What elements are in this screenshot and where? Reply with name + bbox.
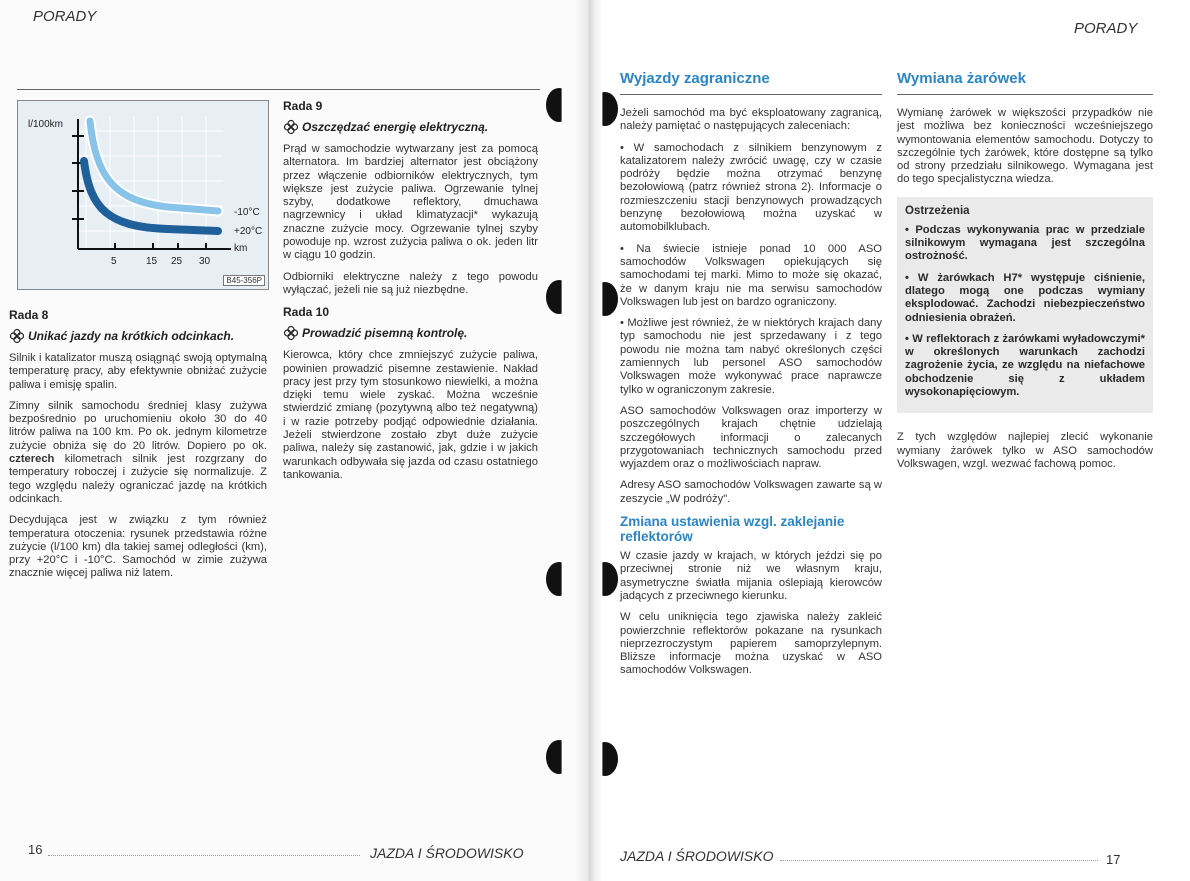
rada10-tip-text: Prowadzić pisemną kontrolę. — [302, 326, 468, 341]
headlights-paragraph-2: W celu uniknięcia tego zjawiska należy zakleić powierzchnie reflektorów pokazane na rysunkach nieprzezroczystym papierem samoprzylepnym. Bliższe informacje można uzyskać w ASO samochodów Volkswagen. — [620, 611, 882, 677]
right-page-number: 17 — [1106, 852, 1121, 867]
abroad-paragraph-2: ASO samochodów Volkswagen oraz importerzy w poszczególnych krajach chętnie udzielają szczegółowych informacji o zalecanych przygotowaniach technicznych samochodu przed wyjazdem oraz o możliwościach napraw. — [620, 404, 882, 471]
rada9-paragraph-2: Odbiorniki elektryczne należy z tego powodu wyłączać, jeżeli nie są już niezbędne. — [283, 270, 538, 296]
right-footer-dots — [780, 860, 1098, 861]
headlights-heading: Zmiana ustawienia wzgl. zaklejanie reflektorów — [620, 514, 845, 545]
warning-2: • W żarówkach H7* występuje ciśnienie, dlatego mogą one podczas wymiany eksplodować. Zachodzi niebezpieczeństwo odniesienia obrażeń. — [905, 272, 1145, 325]
warning-3: • W reflektorach z żarówkami wyładowczymi* w określonych warunkach zachodzi zagrożenie życia, ze względu na niefachowe obchodzenie się z układem wysokonapięciowym. — [905, 333, 1145, 399]
bulbs-paragraph-1: Wymianę żarówek w większości przypadków nie jest możliwa bez konieczności wcześniejszego wymontowania elementów samochodu. Dotyczy to szczególnie tych żarówek, które dostępne są tylko od strony przedziału silnikowego. Wymagana jest do tego specjalistyczna wiedza. — [897, 107, 1153, 186]
right-column-2 — [897, 70, 1153, 479]
book-gutter — [575, 0, 603, 881]
left-column-1 — [9, 308, 267, 589]
rada9-tip — [283, 119, 538, 135]
rada10-title: Rada 10 — [283, 305, 330, 320]
left-page-number: 16 — [28, 842, 43, 857]
consumption-figure — [17, 100, 269, 290]
headlights-paragraph-1: W czasie jazdy w krajach, w których jeździ się po przeciwnej stronie niż we własnym kraju, asymetryczne światła mijania oślepiają kierowców jadących z przeciwnego kierunku. — [620, 550, 882, 602]
x-tick-label-30: 30 — [199, 256, 211, 267]
left-footer-title: JAZDA I ŚRODOWISKO — [370, 845, 524, 861]
left-footer-dots — [48, 855, 360, 856]
legend-minus10: -10°C — [234, 207, 260, 218]
abroad-paragraph-3: Adresy ASO samochodów Volkswagen zawarte są w zeszycie „W podróży". — [620, 479, 882, 505]
bulbs-heading: Wymiana żarówek — [897, 70, 1026, 87]
abroad-bullet-1: • W samochodach z silnikiem benzynowym z katalizatorem należy zwrócić uwagę, czy w czasie podróży będzie można otrzymać benzynę bezołowiową (patrz również strona 2). Informacje o rozmieszczeniu stacji benzynowych prowadzących benzynę bezołowiową można uzyskać w automobilklubach. — [620, 142, 882, 235]
abroad-bullet-3: • Możliwe jest również, że w niektórych krajach dany typ samochodu nie jest sprzedawany i z tego powodu nie można tam nabyć określonych części zamiennych lub personel ASO samochodów Volkswagen może wykonywać prace naprawcze tylko w ograniczonym zakresie. — [620, 317, 882, 397]
legend-plus20: +20°C — [234, 226, 263, 237]
rada9-title: Rada 9 — [283, 99, 323, 113]
warning-1: • Podczas wykonywania prac w przedziale silnikowym wymagana jest szczególna ostrożność. — [905, 224, 1145, 264]
rada9-paragraph-1: Prąd w samochodzie wytwarzany jest za pomocą alternatora. Im bardziej alternator jest obciążony przez włączenie odbiorników elektrycznych, tym większe jest zużycie paliwa. Ogrzewanie tylnej szyby, dodatkowe reflektory, dmuchawa nagrzewnicy i układ klimatyzacji* wykazują znaczne zużycie mocy. Ogrzewanie tylnej szyby powoduje np. wzrost zużycia paliwa o ok. jeden litr w ciągu 10 godzin. — [283, 143, 538, 262]
right-header: PORADY — [1074, 20, 1138, 37]
left-header: PORADY — [33, 8, 97, 25]
x-tick-label-15: 15 — [146, 256, 158, 267]
clover-tip-icon — [283, 325, 299, 341]
clover-tip-icon — [9, 328, 25, 344]
x-tick-label-25: 25 — [171, 256, 183, 267]
series-line-minus10 — [90, 121, 218, 211]
rada10-paragraph-1: Kierowca, który chce zmniejszyć zużycie paliwa, powinien prowadzić pisemne zestawienie. Nakład pracy jest przy tym stosunkowo niewielki, a można dzięki temu wiele zyskać. Można wcześnie stwierdzić zmianę (pozytywną albo też negatywną) i w razie potrzeby podjąć odpowiednie działania. Jeżeli stwierdzone zostało zbyt duże zużycie paliwa, należy się zastanowić, jak, gdzie i w jakich warunkach odbywała się jazda od czasu ostatniego tankowania. — [283, 349, 538, 481]
rada8-tip-text: Unikać jazdy na krótkich odcinkach. — [28, 329, 235, 343]
bulbs-heading-rule — [897, 94, 1153, 95]
rada8-paragraph-2-c: kilometrach silnik jest rozgrzany do temperatury roboczej i zużycie się normalizuje. Z tego względu należy ograniczać jazdę na krótkich odcinkach. — [9, 453, 267, 505]
rada9-tip-text: Oszczędzać energię elektryczną. — [302, 120, 489, 134]
bulbs-paragraph-2: Z tych względów najlepiej zlecić wykonanie wymiany żarówek tylko w ASO samochodów Volkswagen, wzgl. wezwać fachową pomoc. — [897, 431, 1153, 470]
y-axis-label: l/100km — [28, 119, 64, 130]
abroad-heading: Wyjazdy zagraniczne — [620, 70, 770, 87]
rada8-paragraph-2 — [9, 400, 267, 506]
left-column-2 — [283, 99, 538, 490]
abroad-heading-rule — [620, 94, 882, 95]
x-axis-unit: km — [234, 243, 248, 254]
clover-tip-icon — [283, 119, 299, 135]
rada10-tip — [283, 325, 538, 341]
consumption-chart — [18, 101, 268, 289]
warning-title: Ostrzeżenia — [905, 204, 970, 217]
right-footer-title: JAZDA I ŚRODOWISKO — [620, 848, 774, 864]
rada8-tip — [9, 328, 267, 344]
right-column-1 — [620, 70, 882, 686]
figure-code: B45-356P — [223, 275, 265, 286]
abroad-paragraph-1: Jeżeli samochód ma być eksploatowany zagranicą, należy pamiętać o następujących zaleceniach: — [620, 107, 882, 133]
abroad-bullet-2: • Na świecie istnieje ponad 10 000 ASO samochodów Volkswagen opiekujących się samochodami tej marki. Mimo to może się okazać, że w danym kraju nie ma serwisu samochodów Volkswagen lub jest on bardzo ograniczony. — [620, 243, 882, 309]
rada8-paragraph-1: Silnik i katalizator muszą osiągnąć swoją optymalną temperaturę pracy, aby efektywnie obniżać zużycie paliwa i emisję spalin. — [9, 352, 267, 391]
x-tick-label-5: 5 — [111, 256, 117, 267]
rada8-paragraph-2-bold: czterech — [9, 453, 55, 466]
left-header-rule — [17, 89, 540, 90]
rada8-paragraph-3: Decydująca jest w związku z tym również temperatura otoczenia: rysunek przedstawia różne zużycie (l/100 km) dla takiej samej odległości (km), przy +20°C i -10°C. Samochód w zimie zużywa znacznie więcej paliwa niż latem. — [9, 514, 267, 580]
warning-box — [897, 197, 1153, 414]
rada8-paragraph-2-a: Zimny silnik samochodu średniej klasy zużywa bezpośrednio po uruchomieniu około 30 do 40 litrów paliwa na 100 km. Po ok. jednym kilometrze zużycie obniża się do 20 litrów. Dopiero po ok. — [9, 399, 267, 452]
series-line-minus10-outline — [90, 121, 218, 211]
rada8-title: Rada 8 — [9, 308, 49, 322]
